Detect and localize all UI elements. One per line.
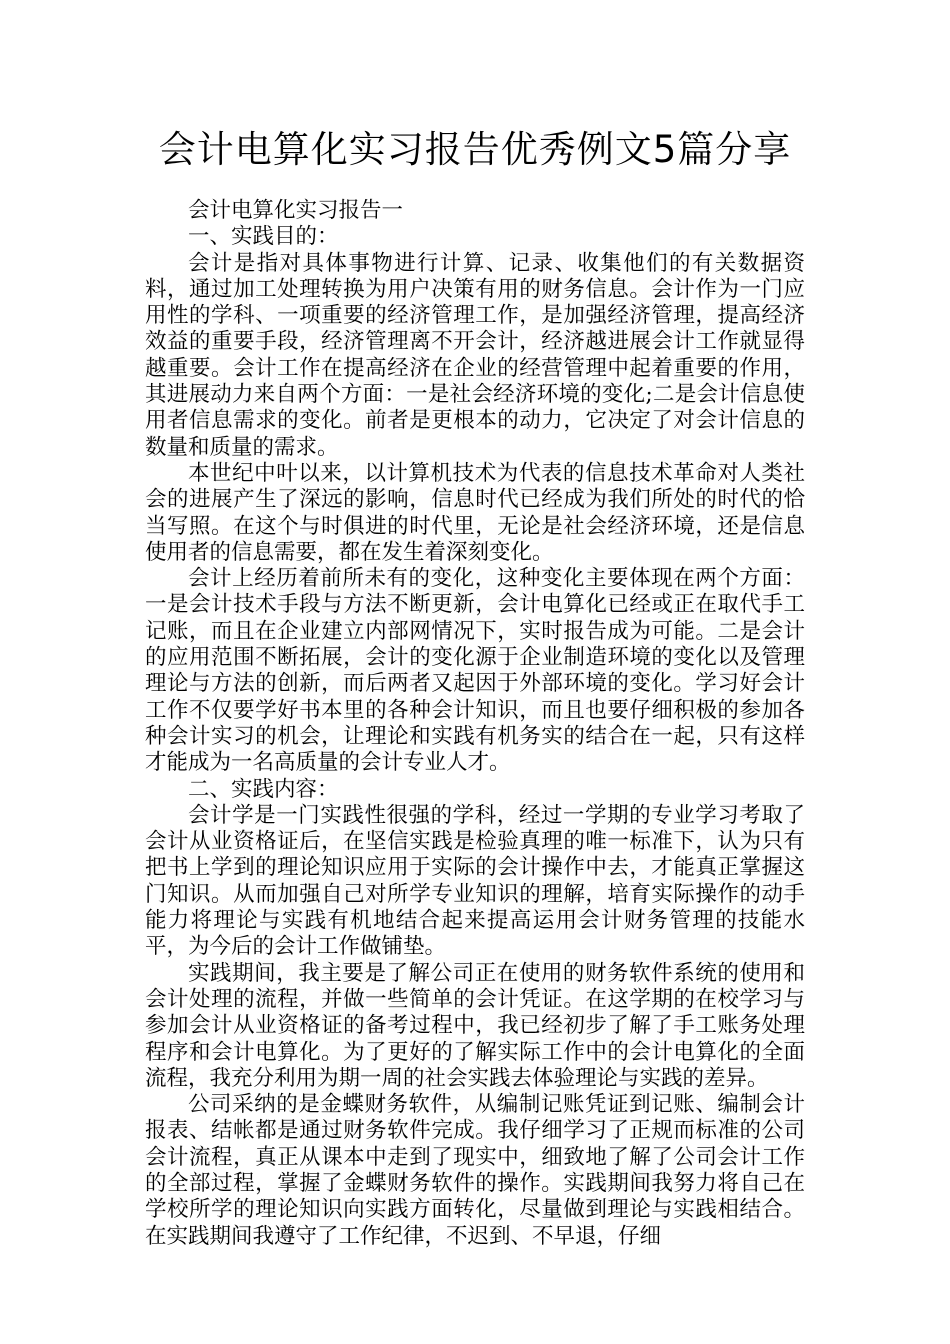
body-paragraph: 本世纪中叶以来，以计算机技术为代表的信息技术革命对人类社会的进展产生了深远的影响，信息时代已经成为我们所处的时代的恰当写照。在这个与时俱进的时代里，无论是社会经济环境，还是信息使用者的信息需要，都在发生着深刻变化。 bbox=[145, 460, 805, 565]
report-subtitle: 会计电算化实习报告一 bbox=[188, 198, 404, 223]
body-paragraph: 会计上经历着前所未有的变化，这种变化主要体现在两个方面：一是会计技术手段与方法不断更新，会计电算化已经或正在取代手工记账，而且在企业建立内部网情况下，实时报告成为可能。二是会计的应用范围不断拓展，会计的变化源于企业制造环境的变化以及管理理论与方法的创新，而后两者又起因于外部环境的变化。学习好会计工作不仅要学好书本里的各种会计知识，而且也要仔细积极的参加各种会计实习的机会，让理论和实践有机务实的结合在一起，只有这样才能成为一名高质量的会计专业人才。 bbox=[145, 566, 805, 776]
body-paragraph: 实践期间，我主要是了解公司正在使用的财务软件系统的使用和会计处理的流程，并做一些简单的会计凭证。在这学期的在校学习与参加会计从业资格证的备考过程中，我已经初步了解了手工账务处理程序和会计电算化。为了更好的了解实际工作中的会计电算化的全面流程，我充分利用为期一周的社会实践去体验理论与实践的差异。 bbox=[145, 960, 805, 1091]
document-title: 会计电算化实习报告优秀例文5篇分享 bbox=[158, 128, 792, 171]
section-heading-purpose: 一、实践目的： bbox=[188, 224, 339, 250]
body-paragraph: 会计是指对具体事物进行计算、记录、收集他们的有关数据资料，通过加工处理转换为用户决策有用的财务信息。会计作为一门应用性的学科、一项重要的经济管理工作，是加强经济管理，提高经济效益的重要手段，经济管理离不开会计，经济越进展会计工作就显得越重要。会计工作在提高经济在企业的经营管理中起着重要的作用，其进展动力来自两个方面：一是社会经济环境的变化;二是会计信息使用者信息需求的变化。前者是更根本的动力，它决定了对会计信息的数量和质量的需求。 bbox=[145, 250, 805, 460]
body-paragraph: 会计学是一门实践性很强的学科，经过一学期的专业学习考取了会计从业资格证后，在坚信实践是检验真理的唯一标准下，认为只有把书上学到的理论知识应用于实际的会计操作中去，才能真正掌握这门知识。从而加强自己对所学专业知识的理解，培育实际操作的动手能力将理论与实践有机地结合起来提高运用会计财务管理的技能水平，为今后的会计工作做铺垫。 bbox=[145, 802, 805, 960]
body-paragraph: 公司采纳的是金蝶财务软件，从编制记账凭证到记账、编制会计报表、结帐都是通过财务软件完成。我仔细学习了正规而标准的公司会计流程，真正从课本中走到了现实中，细致地了解了公司会计工作的全部过程，掌握了金蝶财务软件的操作。实践期间我努力将自己在学校所学的理论知识向实践方面转化，尽量做到理论与实践相结合。在实践期间我遵守了工作纪律，不迟到、不早退，仔细 bbox=[145, 1092, 805, 1249]
section-heading-content: 二、实践内容： bbox=[188, 776, 339, 802]
document-body bbox=[145, 198, 805, 1250]
